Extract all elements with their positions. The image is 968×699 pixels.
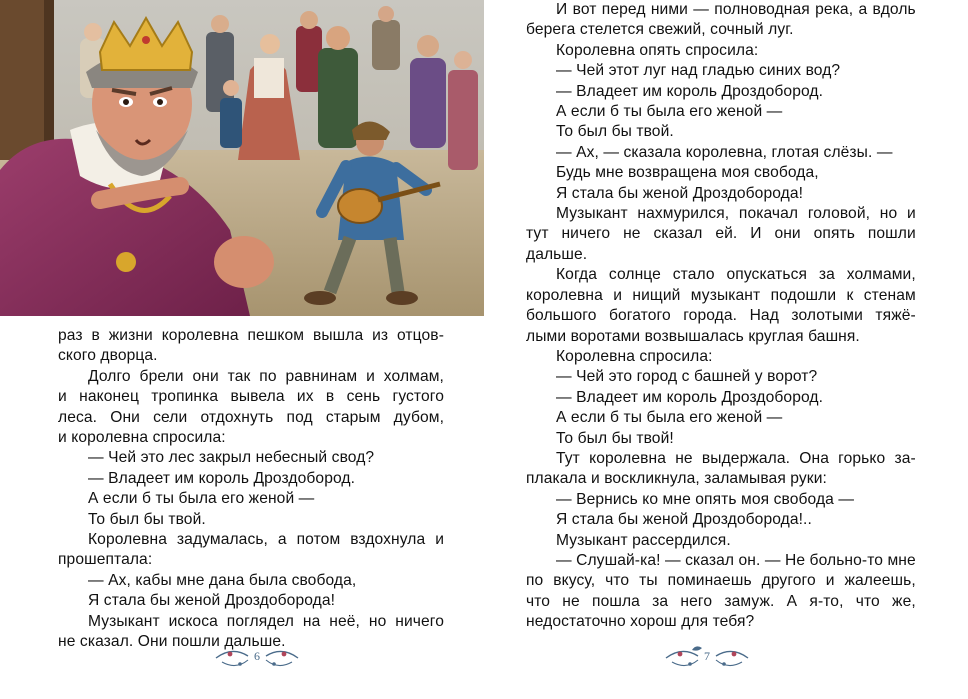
text-line: раз в жизни королевна пешком вышла из отцов-: [58, 327, 444, 344]
text-line: королевна и нищий музыкант подошли к стенам: [526, 286, 916, 304]
text-line: Королевна опять спросила:: [556, 41, 759, 59]
page-ornament: [212, 640, 302, 674]
text-line: — Владеет им король Дроздобород.: [556, 82, 824, 100]
text-line: Тут королевна не выдержала. Она горько за-: [556, 449, 916, 467]
text-line: Музыкант рассердился.: [556, 531, 731, 549]
text-line: То был бы твой.: [88, 510, 206, 528]
text-line: — Ах, кабы мне дана была свобода,: [88, 571, 357, 589]
text-line: большого богатого города. Над золотыми тяжё-: [526, 307, 916, 325]
text-line: — Чей это лес закрыл небесный свод?: [88, 449, 375, 467]
text-line: Я стала бы женой Дроздоборода!: [88, 592, 336, 610]
text-line: Я стала бы женой Дроздоборода!: [556, 184, 804, 202]
text-line: И вот перед ними — полноводная река, а вдоль: [556, 1, 916, 18]
text-line: Королевна спросила:: [556, 347, 713, 365]
text-line: — Чей это город с башней у ворот?: [556, 368, 818, 386]
story-illustration: [0, 0, 484, 316]
text-line: прошептала:: [58, 551, 153, 569]
text-line: — Владеет им король Дроздобород.: [556, 388, 824, 406]
text-line: То был бы твой.: [556, 123, 674, 141]
text-line: и наконец тропинка вывела их в сень густого: [58, 388, 444, 406]
text-line: Королевна задумалась, а потом вздохнула и: [88, 531, 444, 549]
text-line: по вкусу, что ты поминаешь другого и жалеешь,: [526, 572, 916, 590]
text-line: недостаточно хорош для тебя?: [526, 613, 755, 631]
page-ornament: [662, 640, 752, 674]
text-line: — Чей этот луг над гладью синих вод?: [556, 62, 841, 80]
text-line: То был бы твой!: [556, 429, 674, 447]
text-line: не сказал. Они пошли дальше.: [58, 633, 286, 651]
text-line: что не пошла за него замуж. А я-то, что же,: [526, 592, 916, 610]
text-line: леса. Они сели отдохнуть под старым дубом,: [58, 408, 444, 426]
text-line: Долго брели они так по равнинам и холмам,: [88, 367, 444, 385]
text-line: Я стала бы женой Дроздоборода!..: [556, 511, 812, 529]
page-number: 7: [704, 649, 710, 663]
text-line: ского дворца.: [58, 347, 158, 365]
text-line: Музыкант нахмурился, покачал головой, но и: [556, 205, 916, 223]
text-line: — Слушай-ка! — сказал он. — Не больно-то мне: [556, 551, 916, 569]
text-line: плакала и воскликнула, заламывая руки:: [526, 470, 827, 488]
page-number: 6: [254, 649, 260, 663]
text-line: тут ничего не сказал ей. И они опять пошли: [526, 225, 916, 243]
left-page-text: [58, 326, 444, 653]
text-line: — Вернись ко мне опять моя свобода —: [556, 490, 855, 508]
text-line: берега стелется свежий, сочный луг.: [526, 21, 794, 39]
text-line: Будь мне возвращена моя свобода,: [556, 164, 819, 182]
right-page-text: [526, 0, 916, 633]
text-line: и королевна спросила:: [58, 429, 226, 447]
text-line: А если б ты была его женой —: [556, 103, 783, 121]
text-line: Когда солнце стало опускаться за холмами,: [556, 266, 916, 284]
text-line: Музыкант искоса поглядел на неё, но ничего: [88, 612, 444, 630]
text-line: А если б ты была его женой —: [556, 409, 783, 427]
text-line: дальше.: [526, 245, 588, 263]
text-line: — Владеет им король Дроздобород.: [88, 469, 356, 487]
text-line: лыми воротами возвышалась круглая башня.: [526, 327, 860, 345]
text-line: — Ах, — сказала королевна, глотая слёзы. —: [556, 143, 893, 161]
text-line: А если б ты была его женой —: [88, 490, 315, 508]
